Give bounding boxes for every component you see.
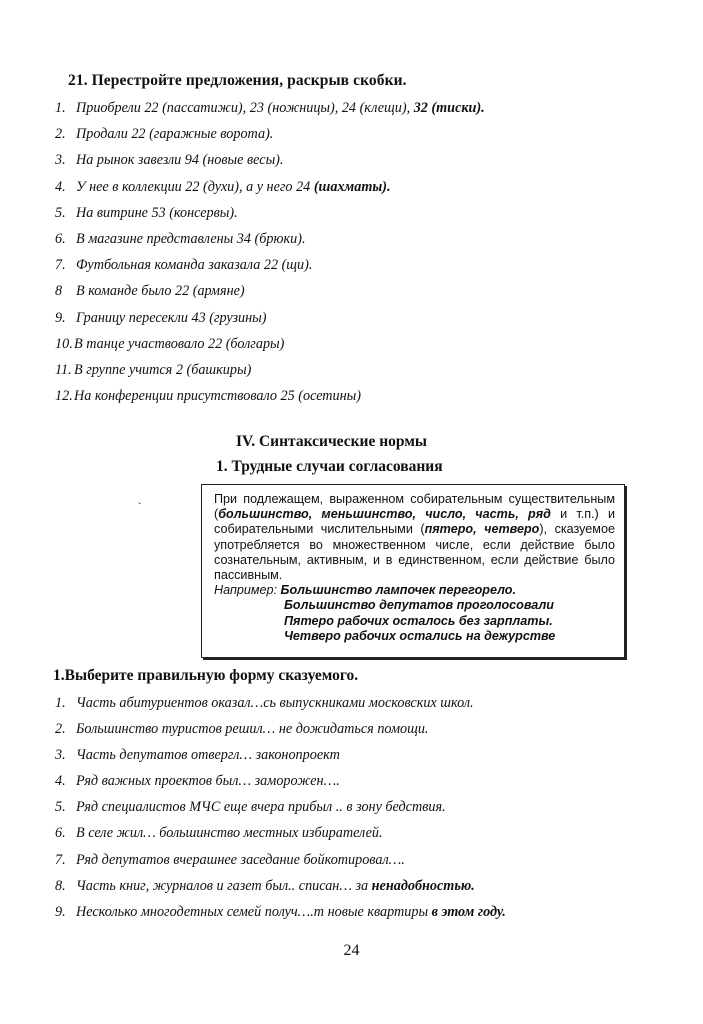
rule-text-part1: При подлежащем, выраженном собирательным существительным ( <box>214 492 615 522</box>
list-item <box>55 177 485 203</box>
section-title: IV. Синтаксические нормы <box>236 433 427 450</box>
list-item <box>55 360 485 386</box>
item-number: 1. <box>55 100 66 116</box>
item-number: 7. <box>55 851 66 868</box>
item-text: В танце участвовало 22 (болгары) <box>74 335 285 352</box>
list-item <box>55 876 506 902</box>
item-text: Продали 22 (гаражные ворота). <box>76 126 274 143</box>
item-text: Большинство туристов решил… не дожидаться помощи. <box>76 721 429 738</box>
item-text: На рынок завезли 94 (новые весы). <box>76 152 284 169</box>
item-number: 12. <box>55 388 73 405</box>
item-number: 4. <box>55 773 66 790</box>
item-number: 11. <box>55 361 72 378</box>
rule-collective-nouns: большинство, меньшинство, число, часть, ряд <box>218 507 551 522</box>
example-line: Большинство депутатов проголосовали <box>284 598 554 613</box>
item-number: 5. <box>55 799 66 816</box>
list-item <box>55 308 485 334</box>
item-number: 7. <box>55 257 66 274</box>
exercise-21-title: 21. Перестройте предложения, раскрыв скобки. <box>68 72 407 89</box>
rule-examples <box>214 583 615 644</box>
list-item <box>55 823 506 849</box>
item-number: 3. <box>55 747 66 764</box>
section-subtitle: 1. Трудные случаи согласования <box>216 458 443 475</box>
rule-text <box>214 492 615 583</box>
list-item <box>55 124 485 150</box>
item-bold-tail: ненадобностью. <box>368 877 475 894</box>
list-item <box>55 771 506 797</box>
example-line: Большинство лампочек перегорело. <box>280 583 516 598</box>
item-text: Ряд специалистов МЧС еще вчера прибыл .. в зону бедствия. <box>76 799 446 816</box>
item-text: На конференции присутствовало 25 (осетины) <box>74 388 362 405</box>
example-label: Например: <box>214 583 281 598</box>
list-item <box>55 745 506 771</box>
item-text: Часть депутатов отвергл… законопроект <box>76 747 340 764</box>
rule-text-part3: ), сказуемое употребляется во множественном числе, если действие было сознательным, активным, и в единственном, если действие было пассивным. <box>214 522 615 583</box>
item-number: 9. <box>55 309 66 326</box>
rule-text-part2: и т.п.) и собирательными числительными ( <box>214 507 615 537</box>
page-number: 24 <box>343 942 360 959</box>
item-text: На витрине 53 (консервы). <box>76 204 238 221</box>
example-line: Пятеро рабочих осталось без зарплаты. <box>284 613 553 628</box>
item-number: 8 <box>55 283 63 300</box>
item-number: 8. <box>55 877 66 894</box>
list-item <box>55 229 485 255</box>
item-number: 3. <box>55 152 66 169</box>
item-number: 4. <box>55 178 66 195</box>
item-number: 2. <box>55 126 66 143</box>
list-item <box>55 797 506 823</box>
item-number: 5. <box>55 204 66 221</box>
item-text: В селе жил… большинство местных избирателей. <box>76 825 383 842</box>
item-number: 2. <box>55 721 66 738</box>
item-bold-tail: 32 (тиски). <box>410 100 485 116</box>
item-text: В команде было 22 (армяне) <box>76 283 245 300</box>
item-number: 9. <box>55 903 66 920</box>
item-text: Границу пересекли 43 (грузины) <box>76 309 267 326</box>
list-item <box>55 386 485 412</box>
item-text: Приобрели 22 (пассатижи), 23 (ножницы), 24 (клещи), <box>76 100 411 116</box>
exercise-1-title: 1.Выберите правильную форму сказуемого. <box>53 667 359 684</box>
item-text: У нее в коллекции 22 (духи), а у него 24 <box>76 178 311 195</box>
example-line: Четверо рабочих остались на дежурстве <box>284 628 556 643</box>
list-item <box>55 850 506 876</box>
item-bold-tail: в этом году. <box>428 903 506 920</box>
list-item <box>55 334 485 360</box>
list-item <box>55 281 485 307</box>
list-item <box>55 902 506 928</box>
rule-collective-numerals: пятеро, четверо <box>424 522 540 537</box>
scan-dot-mark: ˇ <box>138 502 142 513</box>
exercise-21-list <box>55 98 485 412</box>
item-text: В группе учится 2 (башкиры) <box>74 361 252 378</box>
exercise-1-list <box>55 693 506 928</box>
item-number: 6. <box>55 825 66 842</box>
item-bold-tail: (шахматы). <box>310 178 391 195</box>
item-text: В магазине представлены 34 (брюки). <box>76 230 306 247</box>
list-item <box>55 150 485 176</box>
list-item <box>55 203 485 229</box>
item-text: Часть книг, журналов и газет был.. списан… за <box>76 877 369 894</box>
item-text: Часть абитуриентов оказал…сь выпускниками московских школ. <box>76 695 474 711</box>
item-text: Несколько многодетных семей получ….т новые квартиры <box>76 903 429 920</box>
list-item <box>55 98 485 124</box>
list-item <box>55 719 506 745</box>
list-item <box>55 255 485 281</box>
item-text: Футбольная команда заказала 22 (щи). <box>76 257 313 274</box>
item-text: Ряд депутатов вчерашнее заседание бойкотировал…. <box>76 851 405 868</box>
list-item <box>55 693 506 719</box>
item-text: Ряд важных проектов был… заморожен…. <box>76 773 340 790</box>
rule-box <box>201 484 625 658</box>
item-number: 10. <box>55 335 73 352</box>
item-number: 1. <box>55 695 66 711</box>
item-number: 6. <box>55 230 66 247</box>
